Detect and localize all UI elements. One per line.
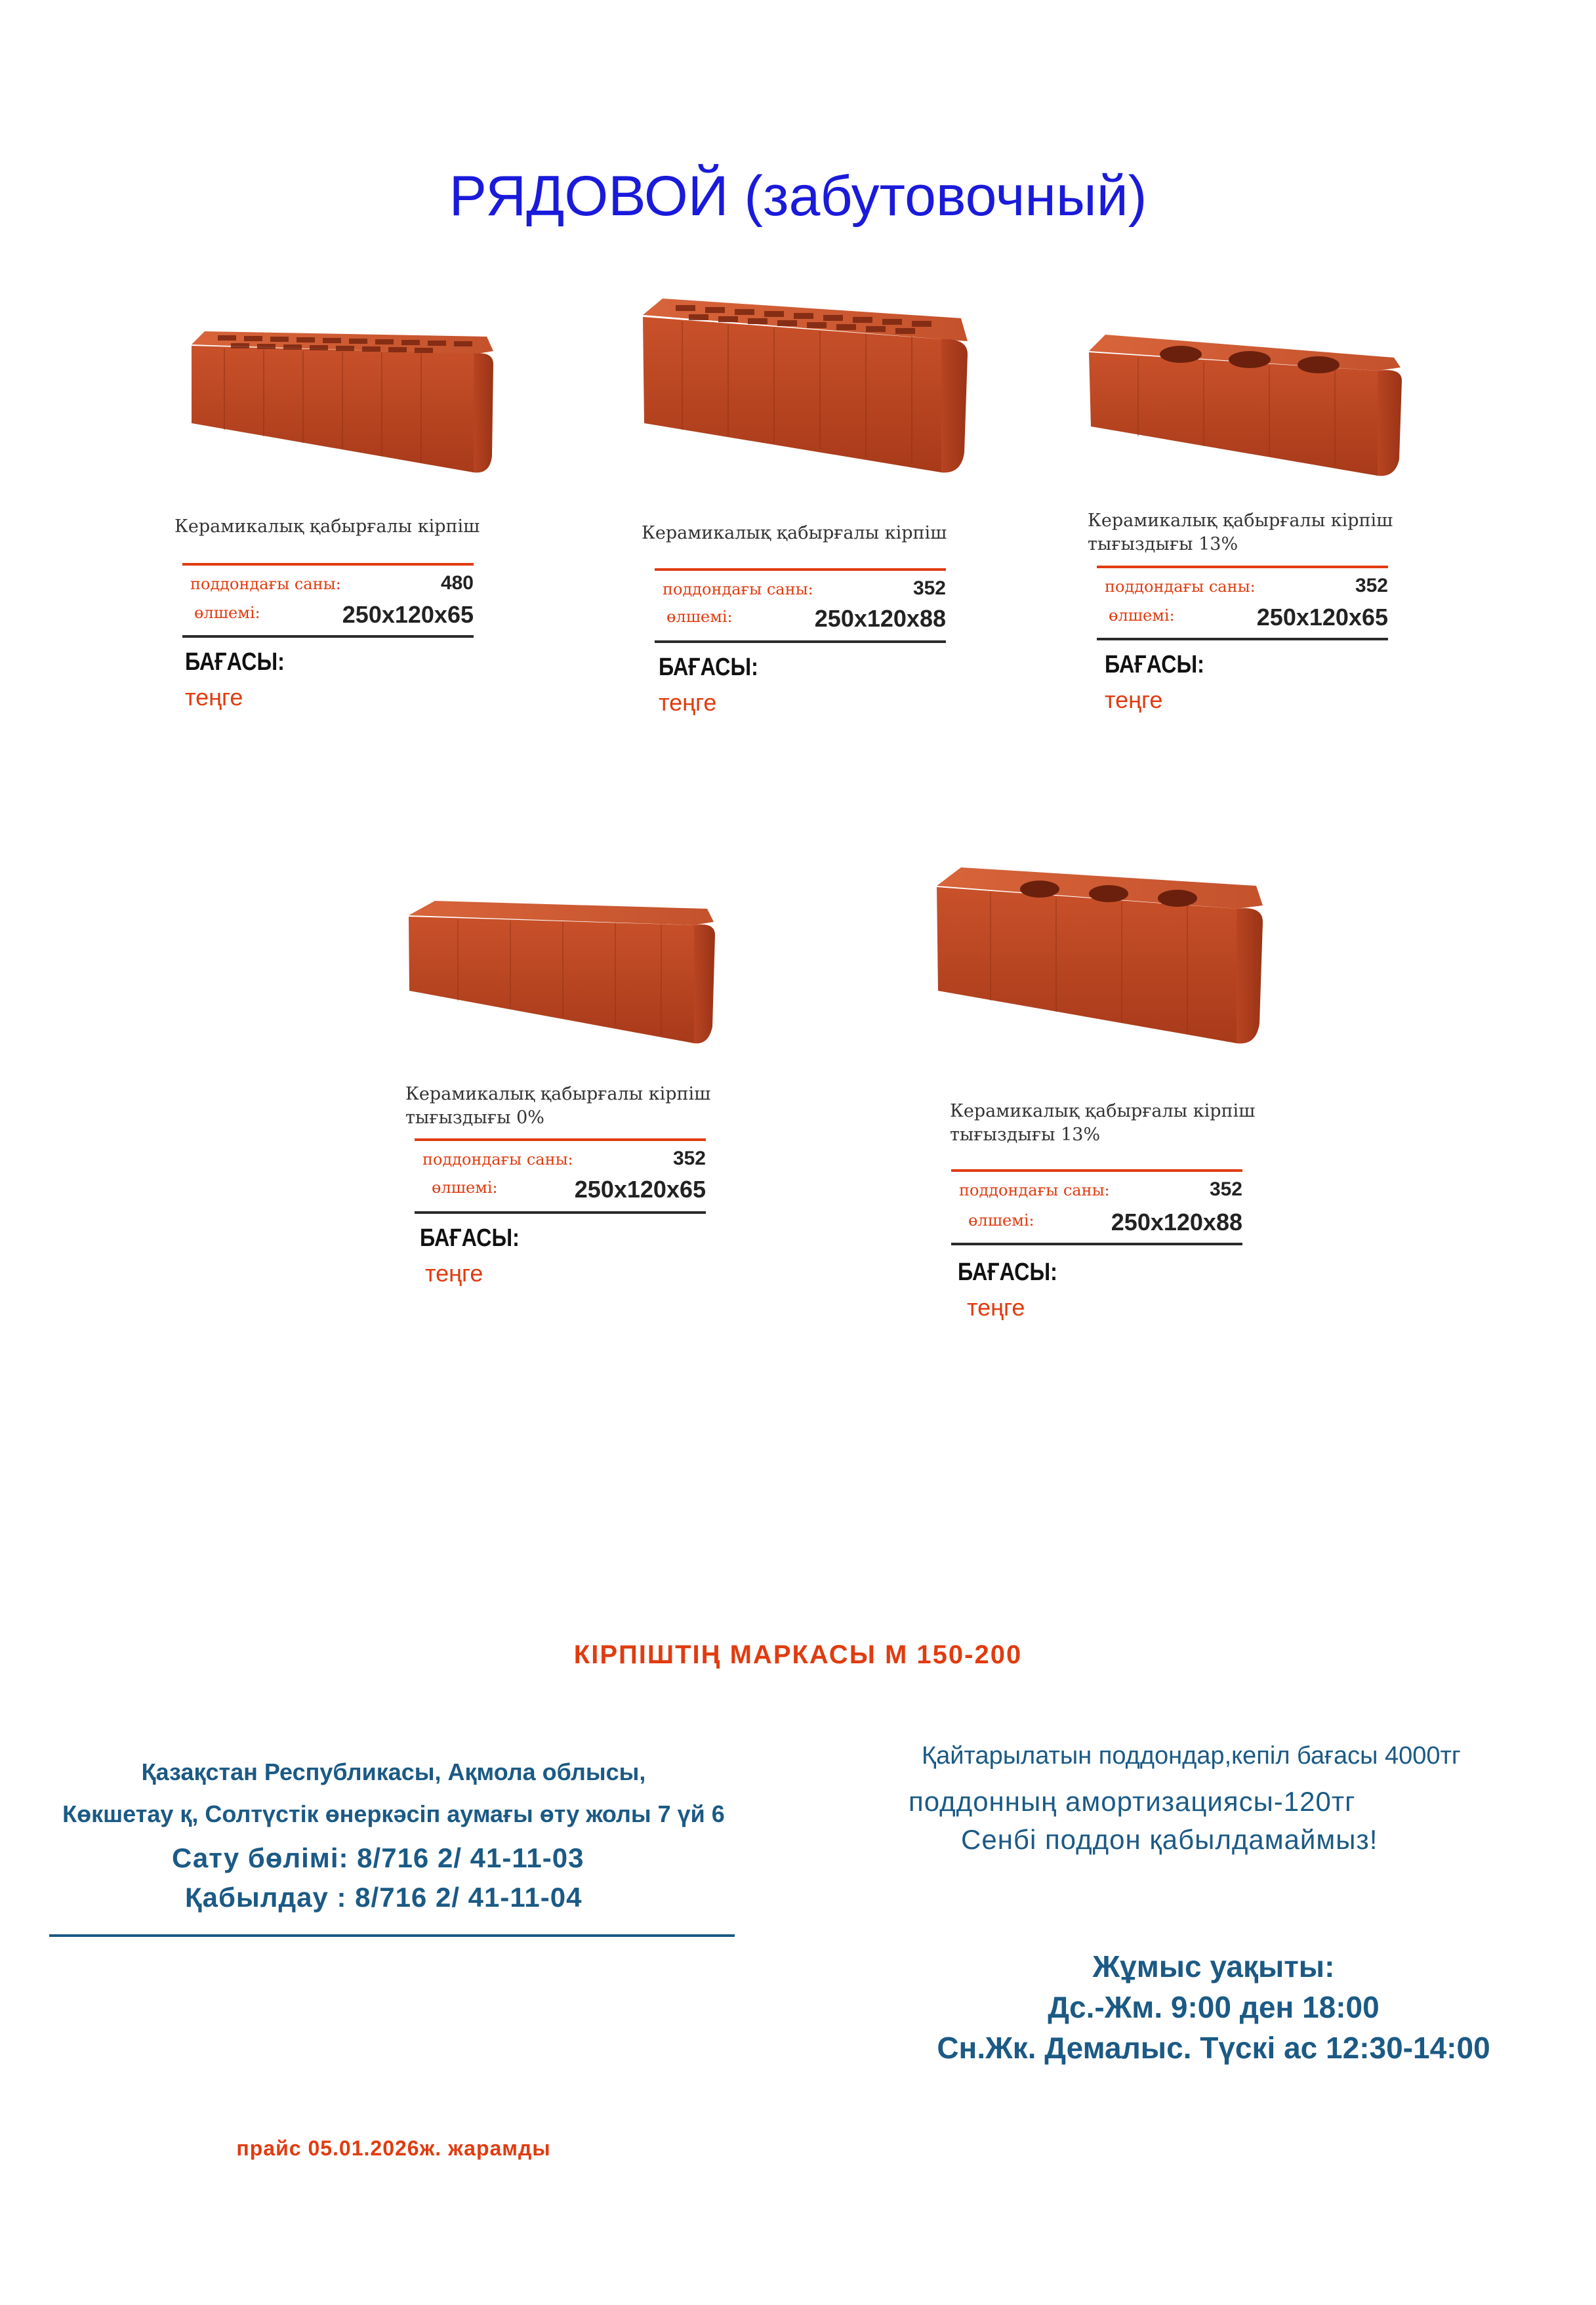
divider <box>415 1211 706 1214</box>
size-label: өлшемі: <box>194 604 260 622</box>
product-name-line1: Керамикалық қабырғалы кірпіш <box>1088 510 1393 531</box>
currency-label: теңге <box>425 1260 483 1287</box>
divider <box>1097 566 1388 568</box>
size-label: өлшемі: <box>432 1178 498 1197</box>
size-label: өлшемі: <box>968 1211 1034 1230</box>
divider <box>655 568 946 571</box>
product-name <box>174 515 480 539</box>
pallet-count: 480 <box>440 572 474 594</box>
size-value: 250x120x88 <box>1111 1209 1242 1236</box>
currency-label: теңге <box>185 684 243 711</box>
size-value: 250x120x65 <box>342 601 474 628</box>
price-heading: БАҒАСЫ: <box>1105 651 1204 678</box>
size-value: 250x120x65 <box>574 1176 706 1203</box>
price-heading: БАҒАСЫ: <box>958 1258 1057 1286</box>
product-name <box>642 522 947 545</box>
size-row <box>182 598 474 631</box>
size-row <box>655 602 946 635</box>
pallet-label: поддондағы саны: <box>959 1181 1110 1199</box>
pallet-count: 352 <box>1355 575 1388 596</box>
brick-image-5 <box>931 860 1273 1050</box>
product-name <box>1088 509 1393 556</box>
pallet-saturday-note: Сенбі поддон қабылдамаймыз! <box>961 1824 1378 1855</box>
price-heading: БАҒАСЫ: <box>185 648 285 676</box>
pallet-row <box>1097 572 1388 605</box>
currency-label: теңге <box>967 1294 1025 1321</box>
brand-mark-heading: КІРПІШТІҢ МАРКАСЫ М 150-200 <box>573 1640 1023 1669</box>
price-validity-note: прайс 05.01.2026ж. жарамды <box>236 2136 551 2160</box>
pallet-label: поддондағы саны: <box>663 580 813 598</box>
pallet-row <box>951 1176 1242 1209</box>
size-row <box>1097 601 1388 634</box>
product-name-line1: Керамикалық қабырғалы кірпіш <box>405 1084 711 1104</box>
product-name-line2: тығыздығы 13% <box>1088 534 1238 554</box>
divider <box>951 1243 1242 1245</box>
pallet-count: 352 <box>912 577 946 599</box>
pallet-label: поддондағы саны: <box>1105 577 1256 596</box>
divider <box>182 563 474 566</box>
size-row <box>415 1173 706 1206</box>
pallet-label: поддондағы саны: <box>190 575 341 593</box>
hours-weekdays: Дс.-Жм. 9:00 ден 18:00 <box>1048 1990 1380 2024</box>
pallet-row <box>182 570 474 602</box>
pallet-deposit-info: Қайтарылатын поддондар,кепіл бағасы 4000тг <box>922 1742 1461 1770</box>
divider <box>1097 638 1388 640</box>
product-name-line1: Керамикалық қабырғалы кірпіш <box>642 523 947 543</box>
page-title: РЯДОВОЙ (забутовочный) <box>449 165 1147 228</box>
brick-image-2 <box>636 292 977 482</box>
brick-image-3 <box>1086 328 1407 479</box>
product-name-line1: Керамикалық қабырғалы кірпіш <box>174 516 480 537</box>
address-line1: Қазақстан Республикасы, Ақмола облысы, <box>141 1758 646 1785</box>
address-underline <box>49 1934 735 1937</box>
currency-label: теңге <box>1105 686 1163 713</box>
product-name-line1: Керамикалық қабырғалы кірпіш <box>950 1101 1256 1121</box>
pallet-label: поддондағы саны: <box>422 1150 573 1169</box>
price-heading: БАҒАСЫ: <box>420 1224 520 1252</box>
product-name <box>950 1100 1255 1147</box>
divider <box>415 1138 706 1141</box>
pallet-amortization-info: поддонның амортизациясы-120тг <box>909 1786 1356 1817</box>
size-row <box>951 1206 1242 1239</box>
size-value: 250x120x88 <box>814 605 946 632</box>
product-name <box>405 1083 710 1130</box>
hours-weekend: Сн.Жк. Демалыс. Түскі ас 12:30-14:00 <box>937 2031 1490 2065</box>
currency-label: теңге <box>659 689 717 716</box>
pallet-count: 352 <box>672 1148 706 1169</box>
price-heading: БАҒАСЫ: <box>659 654 758 681</box>
size-label: өлшемі: <box>666 608 733 626</box>
product-name-line2: тығыздығы 13% <box>950 1125 1101 1145</box>
divider <box>655 640 946 643</box>
product-name-line2: тығыздығы 0% <box>405 1108 544 1128</box>
brick-image-4 <box>405 896 720 1047</box>
divider <box>182 635 474 638</box>
brick-image-1 <box>185 325 500 482</box>
sales-phone: Сату бөлімі: 8/716 2/ 41-11-03 <box>172 1842 584 1873</box>
divider <box>951 1169 1242 1172</box>
size-value: 250x120x65 <box>1256 604 1388 631</box>
size-label: өлшемі: <box>1109 606 1175 625</box>
hours-heading: Жұмыс уақыты: <box>1092 1949 1335 1983</box>
pallet-count: 352 <box>1209 1178 1242 1200</box>
address-line2: Көкшетау қ, Солтүстік өнеркәсіп аумағы өту жолы 7 үй 6 <box>62 1800 725 1827</box>
reception-phone: Қабылдау : 8/716 2/ 41-11-04 <box>185 1882 583 1913</box>
